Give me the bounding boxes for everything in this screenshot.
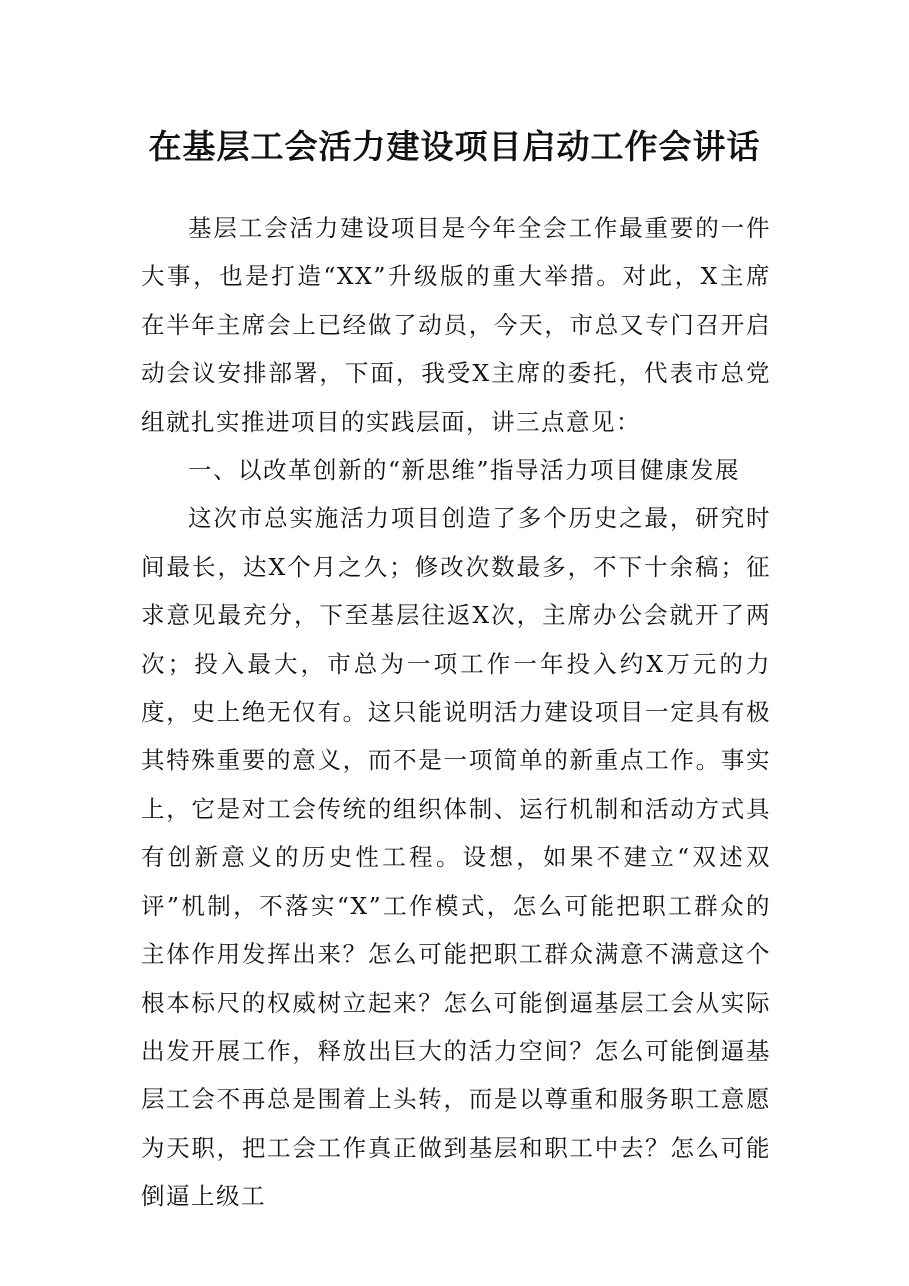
body-paragraph: 这次市总实施活力项目创造了多个历史之最，研究时间最长，达X个月之久；修改次数最多，不下十余稿；征求意见最充分，下至基层往返X次，主席办公会就开了两次；投入最大，市总为一项工作一年投入约X万元的力度，史上绝无仅有。这只能说明活力建设项目一定具有极其特殊重要的意义，而不是一项简单的新重点工作。事实上，它是对工会传统的组织体制、运行机制和活动方式具有创新意义的历史性工程。设想，如果不建立“双述双评”机制，不落实“X”工作模式，怎么可能把职工群众的主体作用发挥出来？怎么可能把职工群众满意不满意这个根本标尺的权威树立起来？怎么可能倒逼基层工会从实际出发开展工作，释放出巨大的活力空间？怎么可能倒逼基层工会不再总是围着上头转，而是以尊重和服务职工意愿为天职，把工会工作真正做到基层和职工中去？怎么可能倒逼上级工 xyxy=(141,504,771,1211)
body-paragraph: 基层工会活力建设项目是今年全会工作最重要的一件大事，也是打造“XX”升级版的重大举措。对此，X主席在半年主席会上已经做了动员，今天，市总又专门召开启动会议安排部署，下面，我受X主席的委托，代表市总党组就扎实推进项目的实践层面，讲三点意见： xyxy=(141,214,771,436)
document-title: 在基层工会活力建设项目启动工作会讲话 xyxy=(148,127,761,166)
section-heading: 一、以改革创新的“新思维”指导活力项目健康发展 xyxy=(188,456,741,485)
document-body xyxy=(141,204,771,1221)
